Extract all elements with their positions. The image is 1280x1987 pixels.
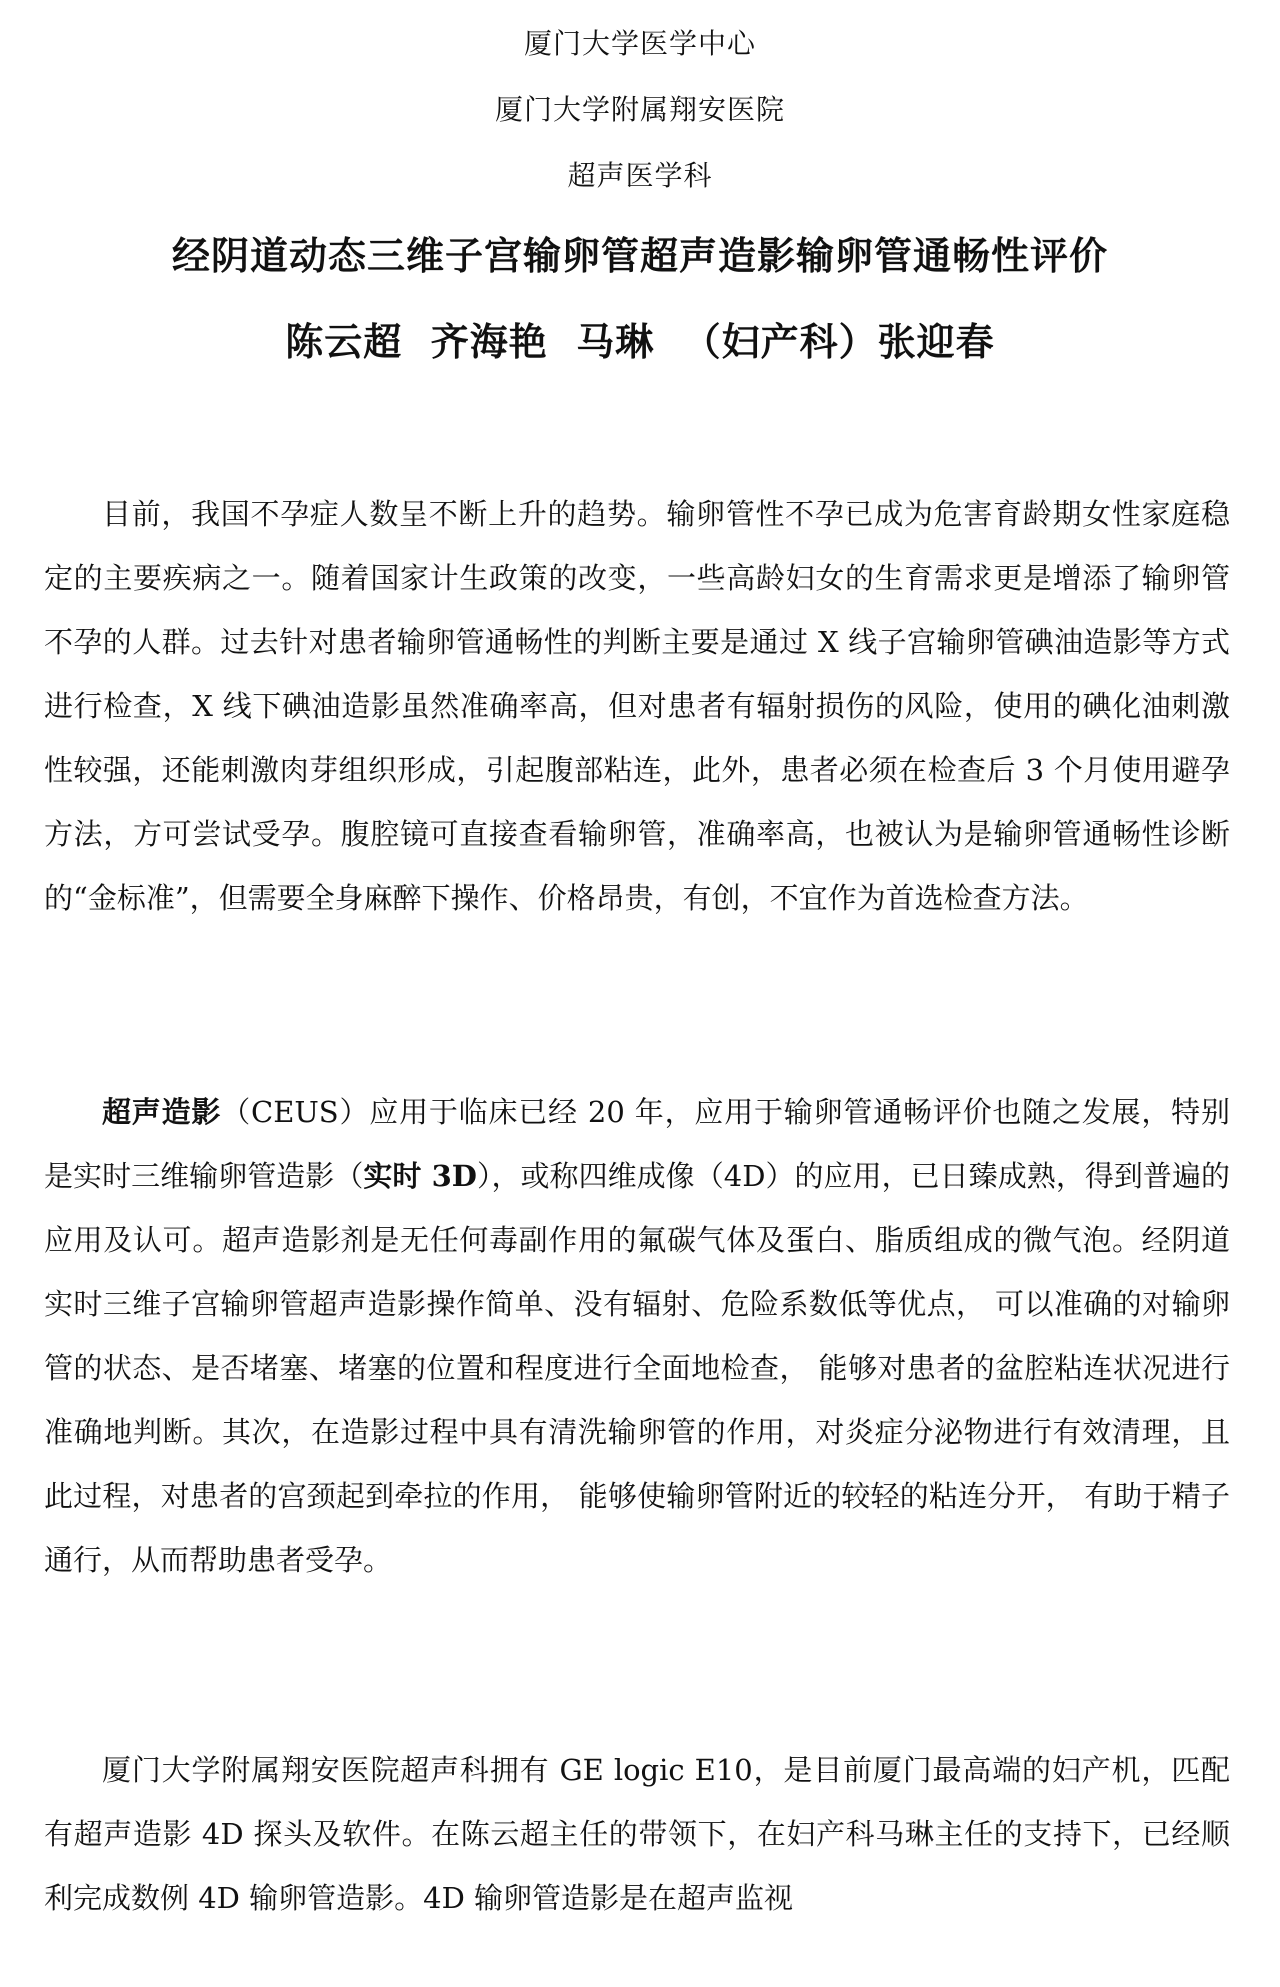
header-institution-line2: 厦门大学附属翔安医院 [494, 93, 785, 126]
article-authors: 陈云超 齐海艳 马琳 （妇产科）张迎春 [285, 320, 995, 364]
article-title: 经阴道动态三维子宫输卵管超声造影输卵管通畅性评价 [171, 234, 1108, 278]
header-department: 超声医学科 [567, 159, 713, 192]
body-paragraph-1: 目前，我国不孕症人数呈不断上升的趋势。输卵管性不孕已成为危害育龄期女性家庭稳定的主要疾病之一。随着国家计生政策的改变，一些高龄妇女的生育需求更是增添了输卵管不孕的人群。过去针对患者输卵管通畅性的判断主要是通过 X 线子宫输卵管碘油造影等方式进行检查，X 线下碘油造影虽然准确率高，但对患者有辐射损伤的风险，使用的碘化油刺激性较强，还能刺激肉芽组织形成，引起腹部粘连，此外，患者必须在检查后 3 个月使用避孕方法，方可尝试受孕。腹腔镜可直接查看输卵管，准确率高，也被认为是输卵管通畅性诊断的“金标准”，但需要全身麻醉下操作、价格昂贵，有创，不宜作为首选检查方法。 [44, 497, 1230, 915]
paragraph-2-text-b: ），或称四维成像（4D）的应用，已日臻成熟，得到普遍的应用及认可。超声造影剂是无任何毒副作用的氟碳气体及蛋白、脂质组成的微气泡。经阴道实时三维子宫输卵管超声造影操作简单、没有辐射、危险系数低等优点， 可以准确的对输卵管的状态、是否堵塞、堵塞的位置和程度进行全面地检查， 能够对患者的盆腔粘连状况进行准确地判断。其次，在造影过程中具有清洗输卵管的作用，对炎症分泌物进行有效清理，且此过程，对患者的宫颈起到牵拉的作用， 能够使输卵管附近的较轻的粘连分开， 有助于精子通行，从而帮助患者受孕。 [44, 1159, 1230, 1577]
body-paragraph-2 [44, 1080, 1230, 1592]
header-institution-line1: 厦门大学医学中心 [523, 27, 756, 60]
bold-term-ceus: 超声造影 [102, 1095, 222, 1129]
paragraph-2-text-a: （CEUS）应用于临床已经 20 年，应用于输卵管通畅评价也随之发展，特别是实时三维输卵管造影（ [44, 1095, 1230, 1193]
body-paragraph-3: 厦门大学附属翔安医院超声科拥有 GE logic E10，是目前厦门最高端的妇产机，匹配有超声造影 4D 探头及软件。在陈云超主任的带领下，在妇产科马琳主任的支持下，已经顺利完成数例 4D 输卵管造影。4D 输卵管造影是在超声监视 [44, 1753, 1230, 1915]
bold-term-realtime-3d: 实时 3D [363, 1159, 477, 1193]
